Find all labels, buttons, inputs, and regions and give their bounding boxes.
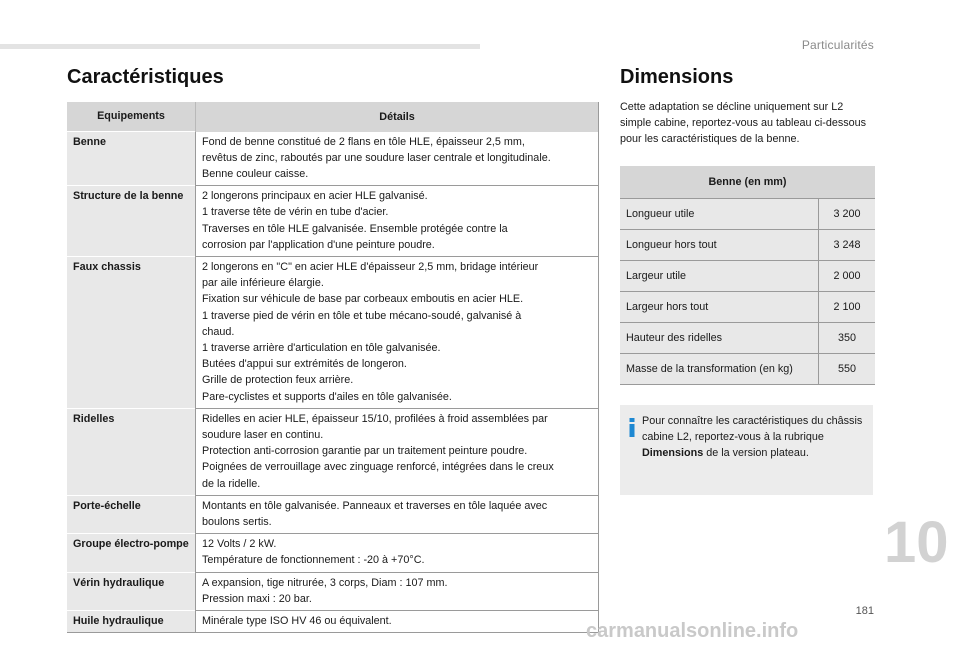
- detail-line: Benne couleur caisse.: [202, 167, 309, 180]
- table-row: [67, 408, 599, 495]
- detail-line: A expansion, tige nitrurée, 3 corps, Diam : 107 mm.: [202, 576, 448, 589]
- dimension-label: Longueur hors tout: [620, 230, 819, 261]
- chapter-number: 10: [884, 510, 949, 575]
- dimension-row: [620, 230, 875, 261]
- detail-line: Protection anti-corrosion garantie par un traitement peinture poudre.: [202, 445, 528, 458]
- dimensions-header: Benne (en mm): [620, 166, 875, 199]
- equipment-details: [196, 256, 599, 408]
- equipment-name: Groupe électro-pompe: [67, 534, 196, 572]
- info-text: Pour connaître les caractéristiques du châssis cabine L2, reportez-vous à la rubrique Dimensions de la version plateau.: [642, 415, 863, 460]
- watermark: carmanualsonline.info: [586, 620, 799, 642]
- detail-line: 1 traverse pied de vérin en tôle et tube mécano-soudé, galvanisé à: [202, 309, 522, 322]
- equipment-details: [196, 610, 599, 632]
- table-row: [67, 572, 599, 610]
- dimension-value: 3 200: [819, 199, 876, 230]
- detail-line: Fixation sur véhicule de base par corbeaux emboutis en acier HLE.: [202, 293, 524, 306]
- dimension-label: Longueur utile: [620, 199, 819, 230]
- dimensions-intro: Cette adaptation se décline uniquement sur L2 simple cabine, reportez-vous au tableau ci-dessous pour les caractéristiques de la benne.: [620, 101, 867, 146]
- info-box: [620, 405, 873, 495]
- equipment-name: Porte-échelle: [67, 495, 196, 533]
- detail-line: Butées d'appui sur extrémités de longeron.: [202, 358, 407, 371]
- detail-line: Grille de protection feux arrière.: [202, 374, 354, 387]
- detail-line: Traverses en tôle HLE galvanisée. Ensemble protégée contre la: [202, 222, 508, 235]
- dimensions-table: [620, 166, 875, 385]
- table-row: [67, 610, 599, 632]
- detail-line: Fond de benne constitué de 2 flans en tôle HLE, épaisseur 2,5 mm,: [202, 135, 525, 148]
- detail-line: 2 longerons principaux en acier HLE galvanisé.: [202, 190, 428, 203]
- dimension-value: 550: [819, 354, 876, 385]
- detail-line: Ridelles en acier HLE, épaisseur 15/10, profilées à froid assemblées par: [202, 412, 548, 425]
- table-row: [67, 534, 599, 572]
- characteristics-title: Caractéristiques: [67, 66, 224, 88]
- column-header-details: Détails: [196, 102, 599, 132]
- detail-line: par aile inférieure élargie.: [202, 277, 324, 290]
- detail-line: chaud.: [202, 325, 235, 338]
- table-row: [67, 132, 599, 186]
- dimension-row: [620, 292, 875, 323]
- detail-line: 1 traverse tête de vérin en tube d'acier.: [202, 206, 389, 219]
- dimension-label: Masse de la transformation (en kg): [620, 354, 819, 385]
- info-link-dimensions: Dimensions: [642, 447, 704, 460]
- equipment-name: Faux chassis: [67, 256, 196, 408]
- dimension-row: [620, 199, 875, 230]
- equipment-name: Huile hydraulique: [67, 610, 196, 632]
- detail-line: boulons sertis.: [202, 515, 272, 528]
- equipment-details: [196, 408, 599, 495]
- detail-line: Pression maxi : 20 bar.: [202, 592, 312, 605]
- detail-line: Pare-cyclistes et supports d'ailes en tôle galvanisée.: [202, 390, 452, 403]
- dimension-row: [620, 261, 875, 292]
- detail-line: 2 longerons en "C" en acier HLE d'épaisseur 2,5 mm, bridage intérieur: [202, 260, 539, 273]
- detail-line: Poignées de verrouillage avec zinguage renforcé, intégrées dans le creux: [202, 461, 554, 474]
- dimensions-title: Dimensions: [620, 66, 734, 88]
- equipment-details: [196, 572, 599, 610]
- detail-line: Température de fonctionnement : -20 à +70°C.: [202, 554, 425, 567]
- equipment-details: [196, 495, 599, 533]
- equipment-name: Benne: [67, 132, 196, 186]
- info-icon: [627, 418, 637, 437]
- detail-line: Minérale type ISO HV 46 ou équivalent.: [202, 614, 392, 627]
- equipment-details: [196, 186, 599, 257]
- detail-line: 1 traverse arrière d'articulation en tôle galvanisée.: [202, 341, 441, 354]
- dimensions-header-row: [620, 166, 875, 199]
- equipment-name: Structure de la benne: [67, 186, 196, 257]
- table-row: [67, 256, 599, 408]
- dimension-value: 2 100: [819, 292, 876, 323]
- dimension-label: Largeur hors tout: [620, 292, 819, 323]
- equipment-name: Vérin hydraulique: [67, 572, 196, 610]
- dimension-value: 350: [819, 323, 876, 354]
- table-header-row: [67, 102, 599, 132]
- header-bar: [0, 44, 480, 49]
- column-header-equipment: Equipements: [67, 102, 196, 132]
- section-label: Particularités: [801, 38, 874, 52]
- detail-line: corrosion par l'application d'une peinture poudre.: [202, 238, 435, 251]
- dimension-label: Largeur utile: [620, 261, 819, 292]
- dimension-label: Hauteur des ridelles: [620, 323, 819, 354]
- detail-line: revêtus de zinc, raboutés par une soudure laser centrale et longitudinale.: [202, 151, 551, 164]
- detail-line: soudure laser en continu.: [202, 428, 324, 441]
- table-row: [67, 495, 599, 533]
- equipment-name: Ridelles: [67, 408, 196, 495]
- equipment-details: [196, 534, 599, 572]
- table-row: [67, 186, 599, 257]
- page-number: 181: [855, 605, 874, 617]
- equipment-details: [196, 132, 599, 186]
- dimension-row: [620, 354, 875, 385]
- detail-line: 12 Volts / 2 kW.: [202, 538, 277, 551]
- dimension-row: [620, 323, 875, 354]
- characteristics-table: [67, 102, 599, 633]
- detail-line: de la ridelle.: [202, 477, 261, 490]
- detail-line: Montants en tôle galvanisée. Panneaux et traverses en tôle laquée avec: [202, 499, 548, 512]
- dimension-value: 3 248: [819, 230, 876, 261]
- dimension-value: 2 000: [819, 261, 876, 292]
